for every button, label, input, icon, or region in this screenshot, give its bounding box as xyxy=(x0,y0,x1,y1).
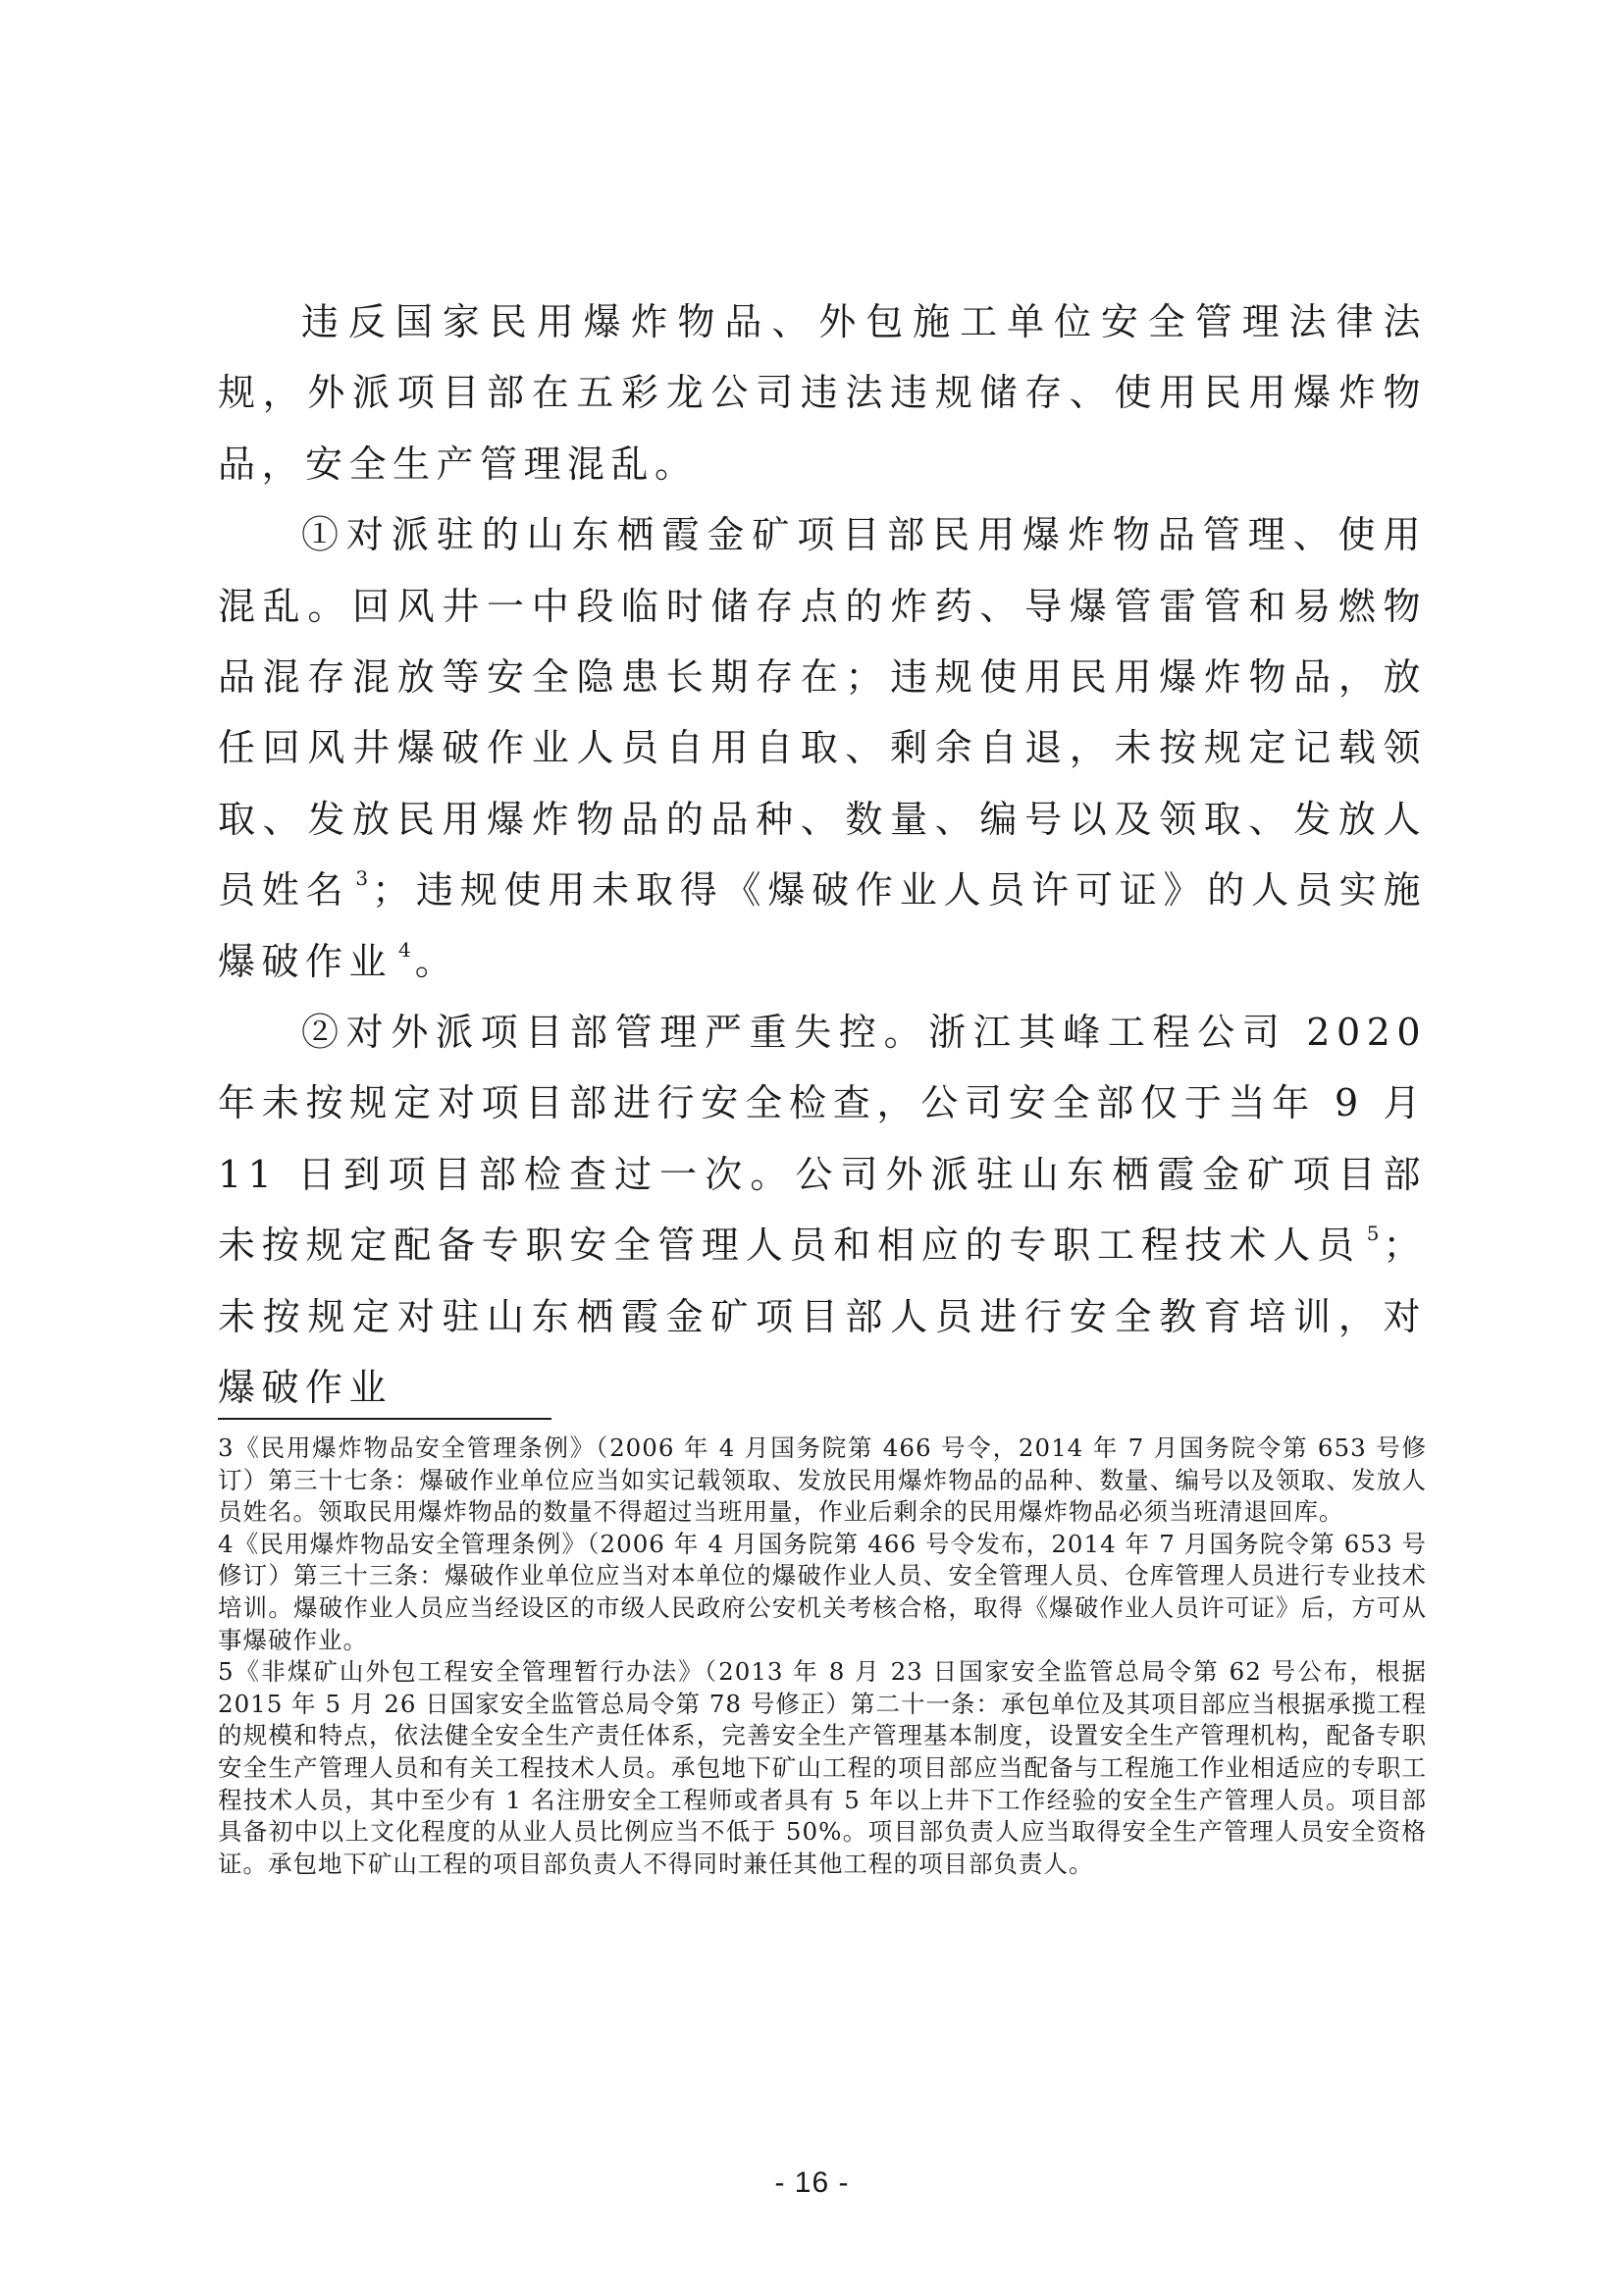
paragraph xyxy=(218,997,1427,1423)
body-text xyxy=(218,287,1427,1424)
paragraph xyxy=(218,287,1427,499)
paragraph-text: ；违规使用未取得《爆破作业人员许可证》的人员实施爆破作业 xyxy=(218,868,1427,983)
footnote-reference[interactable]: 4 xyxy=(398,937,411,962)
footnotes xyxy=(218,1433,1427,1880)
paragraph-text: 违反国家民用爆炸物品、外包施工单位安全管理法律法规，外派项目部在五彩龙公司违法违规储存、使用民用爆炸物品，安全生产管理混乱。 xyxy=(218,300,1427,486)
footnote: 5《非煤矿山外包工程安全管理暂行办法》（2013 年 8 月 23 日国家安全监管总局令第 62 号公布，根据 2015 年 5 月 26 日国家安全监管总局令第 78 号修正）第二十一条：承包单位及其项目部应当根据承揽工程的规模和特点，依法健全安全生产责任体系，完善安全生产管理基本制度，设置安全生产管理机构，配备专职安全生产管理人员和有关工程技术人员。承包地下矿山工程的项目部应当配备与工程施工作业相适应的专职工程技术人员，其中至少有 1 名注册安全工程师或者具有 5 年以上井下工作经验的安全生产管理人员。项目部具备初中以上文化程度的从业人员比例应当不低于 50%。项目部负责人应当取得安全生产管理人员安全资格证。承包地下矿山工程的项目部负责人不得同时兼任其他工程的项目部负责人。 xyxy=(218,1657,1427,1878)
footnote-reference[interactable]: 5 xyxy=(1366,1222,1380,1246)
paragraph-text: ②对外派项目部管理严重失控。浙江其峰工程公司 2020 年未按规定对项目部进行安全检查，公司安全部仅于当年 9 月 11 日到项目部检查过一次。公司外派驻山东栖霞金矿项目部未按规定配备专职安全管理人员和相应的专职工程技术人员 xyxy=(218,1011,1427,1268)
footnote-divider xyxy=(218,1418,551,1420)
paragraph xyxy=(218,499,1427,997)
footnote-reference[interactable]: 3 xyxy=(355,866,369,891)
footnote: 4《民用爆炸物品安全管理条例》（2006 年 4 月国务院第 466 号令发布，2014 年 7 月国务院令第 653 号修订）第三十三条：爆破作业单位应当对本单位的爆破作业人员、安全管理人员、仓库管理人员进行专业技术培训。爆破作业人员应当经设区的市级人民政府公安机关考核合格，取得《爆破作业人员许可证》后，方可从事爆破作业。 xyxy=(218,1529,1427,1654)
paragraph-text: ①对派驻的山东栖霞金矿项目部民用爆炸物品管理、使用混乱。回风井一中段临时储存点的炸药、导爆管雷管和易燃物品混存混放等安全隐患长期存在；违规使用民用爆炸物品，放任回风井爆破作业人员自用自取、剩余自退，未按规定记载领取、发放民用爆炸物品的品种、数量、编号以及领取、发放人员姓名 xyxy=(218,513,1427,912)
page-number: - 16 - xyxy=(774,2166,850,2199)
footnote: 3《民用爆炸物品安全管理条例》（2006 年 4 月国务院第 466 号令，2014 年 7 月国务院令第 653 号修订）第三十七条：爆破作业单位应当如实记载领取、发放民用爆炸物品的品种、数量、编号以及领取、发放人员姓名。领取民用爆炸物品的数量不得超过当班用量，作业后剩余的民用爆炸物品必须当班清退回库。 xyxy=(218,1434,1427,1527)
paragraph-text: ；未按规定对驻山东栖霞金矿项目部人员进行安全教育培训，对爆破作业 xyxy=(218,1224,1427,1410)
paragraph-text: 。 xyxy=(414,939,459,983)
